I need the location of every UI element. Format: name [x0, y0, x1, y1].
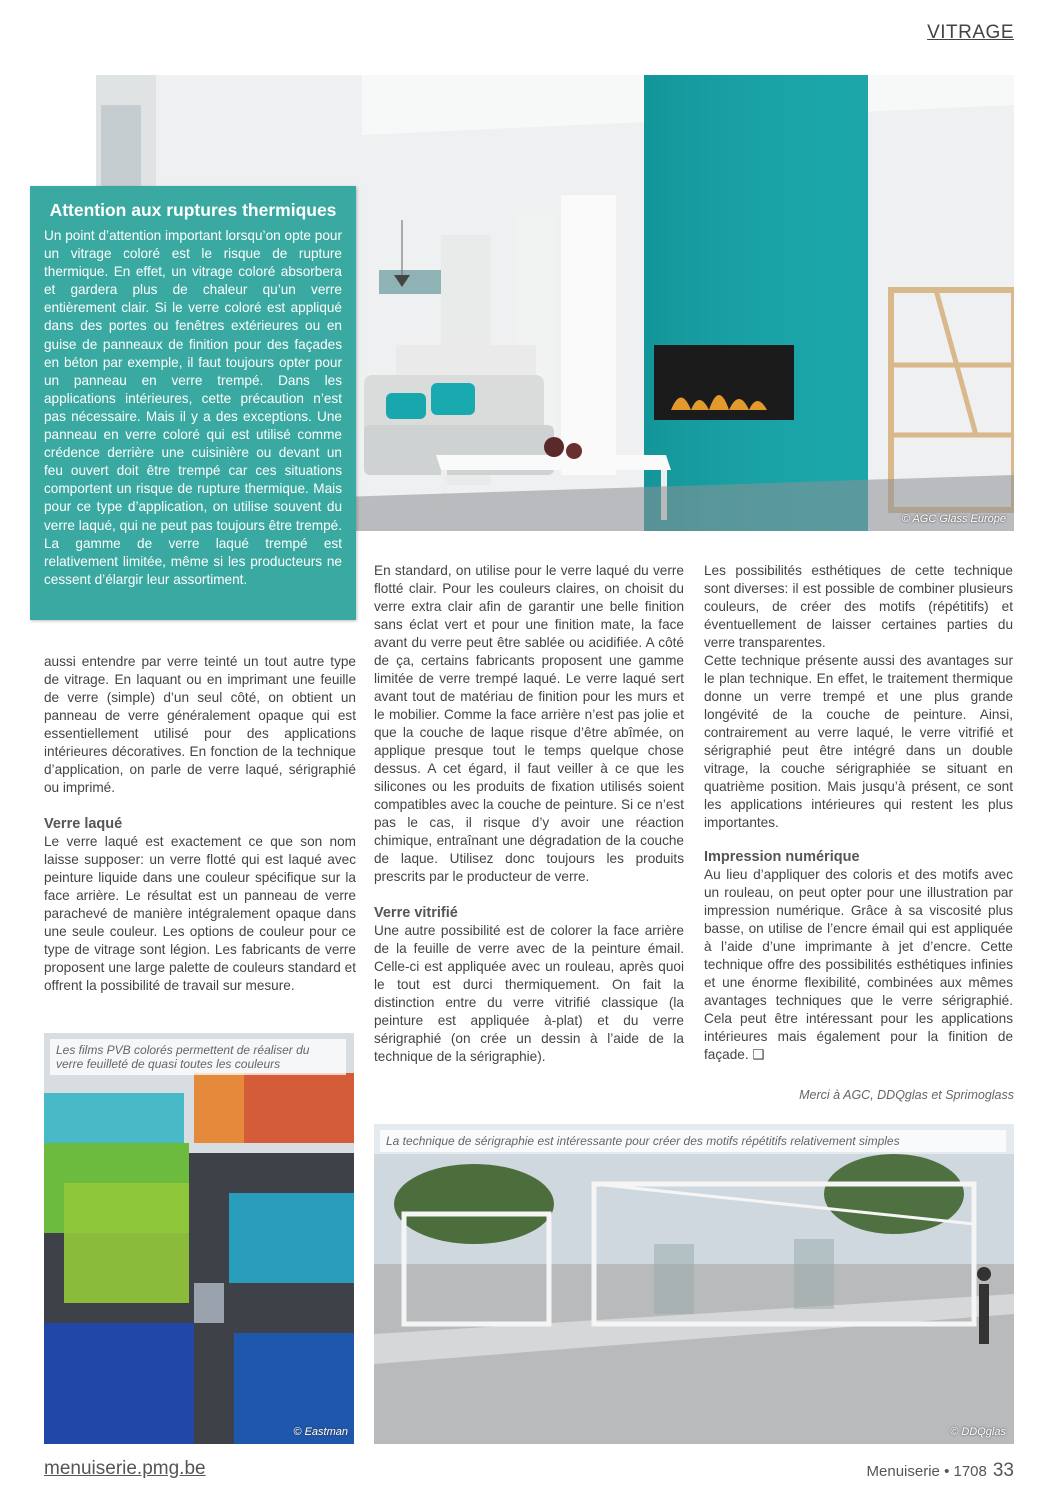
footer-issue: [867, 1460, 1014, 1482]
photo-left-credit: © Eastman: [293, 1426, 348, 1438]
photo-right-credit: © DDQglas: [950, 1426, 1006, 1438]
photo-right: [374, 1124, 1014, 1444]
info-box-text: Un point d’attention important lorsqu’on opte pour un vitrage coloré est le risque de rupture thermique. En effet, un vitrage coloré absorbera et gardera plus de chaleur qu’un verre entièrement clair. Si le verre coloré est appliqué dans des portes ou fenêtres extérieures ou en guise de panneaux de finition pour des façades en béton par exemple, il faut toujours opter pour un panneau en verre trempé. Dans les applications intérieures, cette précaution n’est pas nécessaire. Mais il y a des exceptions. Une panneau en verre coloré qui est utilisé comme crédence derrière une cuisinière ou devant un feu ouvert doit être trempé car ces situations comportent un risque de rupture thermique. Mais pour ce type d’application, on utilise souvent du verre laqué, qui ne peut pas toujours être trempé. La gamme de verre laqué trempé est relativement limitée, même si les producteurs ne cessent d’élargir leur assortiment.: [44, 228, 342, 587]
column-1: [44, 653, 356, 995]
col1-laque-text: Le verre laqué est exactement ce que son nom laisse supposer: un verre flotté qui est laqué avec peinture liquide dans une couleur spécifique sur la face arrière. Le résultat est un panneau de verre parachevé de manière intégralement opaque dans une seule couleur. Les options de couleur pour ce type de vitrage sont légion. Les fabricants de verre proposent une large palette de couleurs standard et offrent la possibilité de travail sur mesure.: [44, 834, 356, 993]
thanks-note: Merci à AGC, DDQglas et Sprimoglass: [799, 1088, 1014, 1102]
bus-shelter-illustration: [374, 1124, 1014, 1444]
column-3: [704, 562, 1013, 1064]
col3-impression-text: Au lieu d’appliquer des coloris et des motifs avec un rouleau, on peut opter pour une illustration par impression numérique. Grâce à sa viscosité plus basse, on utilise de l’encre émail qui est appliquée à l’aide d’une imprimante à jet d’encre. Cette technique offre des possibilités esthétiques infinies et une énorme flexibilité, combinées aux mêmes avantages techniques que le verre sérigraphié. Cela peut être intéressant pour les applications intérieures mais également pour la finition de façade. ❑: [704, 867, 1013, 1062]
issue-label: Menuiserie • 1708: [866, 1463, 987, 1480]
page-number: 33: [992, 1460, 1014, 1481]
column-2: [374, 562, 684, 1066]
photo-left: [44, 1033, 354, 1444]
heading-verre-vitrifie: Verre vitrifié: [374, 905, 458, 921]
info-box: [30, 186, 356, 620]
col3-text-1: Les possibilités esthétiques de cette technique sont diverses: il est possible de combiner plusieurs couleurs, de créer des motifs (répétitifs) et éventuellement de laisser certaines parties du verre transparentes.: [704, 563, 1013, 650]
heading-impression: Impression numérique: [704, 849, 860, 865]
heading-verre-laque: Verre laqué: [44, 816, 123, 832]
photo-left-caption: Les films PVB colorés permettent de réaliser du verre feuilleté de quasi toutes les couleurs: [50, 1039, 346, 1075]
col3-text-2: Cette technique présente aussi des avantages sur le plan technique. En effet, le traitement thermique donne un verre trempé et une plus grande longévité de la couche de peinture. Ainsi, contrairement au verre laqué, le verre vitrifié et sérigraphié peut être intégré dans un double vitrage, la couche sérigraphiée se situant en quatrième position. Mais jusqu’à présent, ce sont les applications intérieures qui restent les plus importantes.: [704, 653, 1013, 830]
info-box-title: Attention aux ruptures thermiques: [49, 200, 337, 220]
photo-right-caption: La technique de sérigraphie est intéressante pour créer des motifs répétitifs relativement simples: [380, 1130, 1006, 1152]
col1-intro: aussi entendre par verre teinté un tout autre type de vitrage. En laquant ou en imprimant une feuille de verre (simple) d’un seul côté, on obtient un panneau de verre généralement opaque qui est essentiellement utilisé pour des applications intérieures décoratives. En fonction de la technique d’application, on parle de verre laqué, sérigraphié ou imprimé.: [44, 654, 356, 795]
col2-text: En standard, on utilise pour le verre laqué du verre flotté clair. Pour les couleurs claires, on choisit du verre extra clair afin de garantir une belle finition sans éclat vert et pour une finition mate, la face avant du verre peut être sablée ou acidifiée. A côté de ça, certains fabricants proposent une gamme limitée de verre trempé laqué. Le verre laqué sert avant tout de matériau de finition pour les murs et le mobilier. Comme la face arrière n’est pas jolie et que la couche de laque risque d’être abîmée, on applique presque tout le temps quelque chose dessus. A cet égard, il faut veiller à ce que les silicones ou les produits de fixation utilisés soient compatibles avec la couche de peinture. Si ce n’est pas le cas, il risque d’y avoir une réaction chimique, entraînant une dégradation de la couche de laque. Utilisez donc toujours les produits prescrits par le producteur de verre.: [374, 563, 684, 884]
hero-credit: © AGC Glass Europe: [901, 513, 1006, 525]
balcony-illustration: [44, 1033, 354, 1444]
col2-vitrifie-text: Une autre possibilité est de colorer la face arrière de la feuille de verre avec de la peinture émail. Celle-ci est appliquée avec un rouleau, après quoi le tout est durci thermiquement. On fait la distinction entre du verre vitrifié classique (la peinture est appliquée à-plat) et du verre sérigraphié (on crée un dessin à l’aide de la technique de la sérigraphie).: [374, 923, 684, 1064]
section-tag: VITRAGE: [927, 22, 1014, 43]
footer-website-link[interactable]: menuiserie.pmg.be: [44, 1458, 206, 1479]
